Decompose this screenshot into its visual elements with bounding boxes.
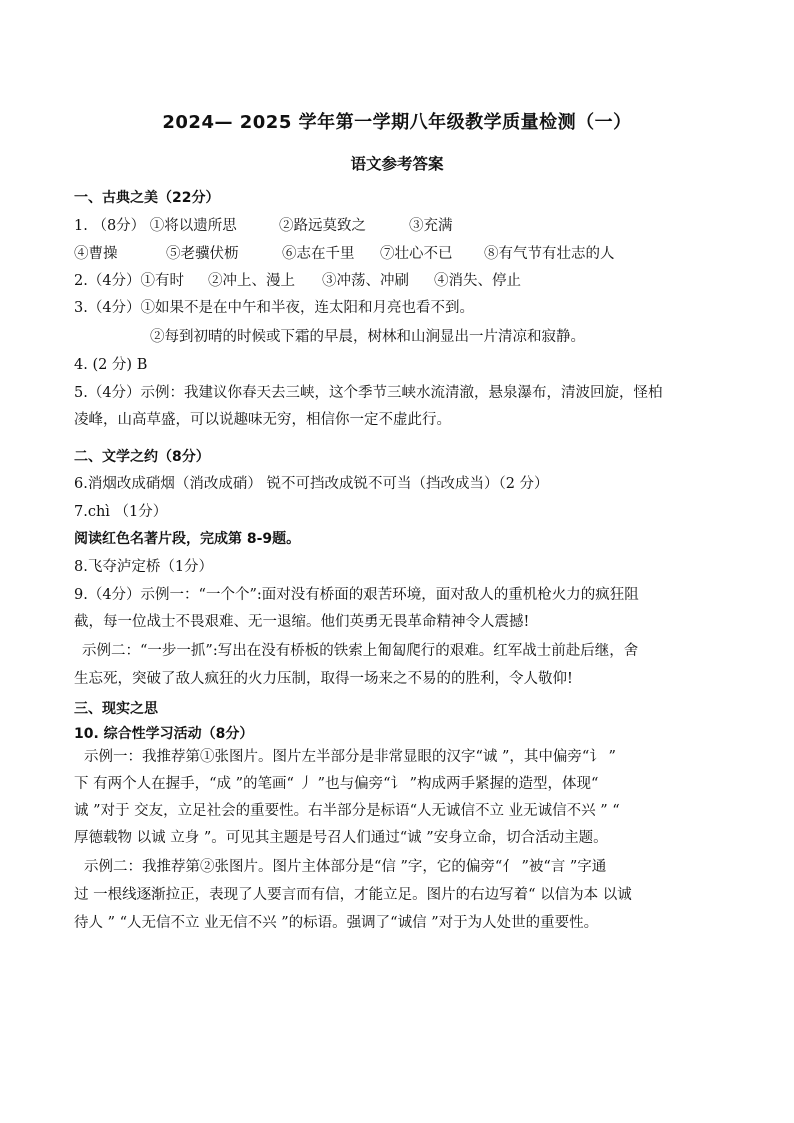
q1-answer-6: ⑥志在千里 [282, 246, 355, 262]
q1-answer-5: ⑤老骥伏枥 [166, 246, 239, 262]
q1-answer-3: ③充满 [409, 218, 453, 234]
q3-line2: ②每到初晴的时候或下霜的早晨，树林和山涧显出一片清凉和寂静。 [150, 329, 585, 345]
q1-answer-8: ⑧有气节有壮志的人 [484, 246, 615, 262]
q7-line: 7.chì （1分） [74, 504, 168, 520]
q6-line: 6.消烟改成硝烟（消改成硝） 锐不可挡改成锐不可当（挡改成当）（2 分） [74, 476, 549, 492]
q10-example1-line1: 示例一：我推荐第①张图片。图片左半部分是非常显眼的汉字“诚 ”，其中偏旁“讠 ” [84, 749, 616, 765]
q10-example1-line2: 下 有两个人在握手，“成 ”的笔画“ 丿 ”也与偏旁“讠 ”构成两手紧握的造型，体现“ [74, 776, 599, 792]
q10-example2-line1: 示例二：我推荐第②张图片。图片主体部分是“信 ”字，它的偏旁“亻 ”被“言 ”字通 [84, 859, 607, 875]
q1-answer-4: ④曹操 [74, 246, 118, 262]
q9-line4: 生忘死，突破了敌人疯狂的火力压制，取得一场来之不易的的胜利，令人敬仰! [74, 671, 573, 687]
q10-heading: 10. 综合性学习活动（8分） [74, 726, 254, 742]
q5-line2: 凌峰，山高草盛，可以说趣味无穷，相信你一定不虚此行。 [74, 412, 451, 428]
q4-line: 4. (2 分) B [74, 357, 148, 373]
document-subtitle: 语文参考答案 [350, 155, 444, 173]
q2-answer-3: ③冲荡、冲刷 [322, 273, 409, 289]
q1-line2 [74, 244, 615, 264]
section3-heading: 三、现实之思 [74, 701, 158, 717]
q10-example2-line2: 过 一根线逐渐拉正，表现了人要言而有信，才能立足。图片的右边写着“ 以信为本 以诚 [74, 887, 632, 903]
q10-example1-line3: 诚 ”对于 交友，立足社会的重要性。右半部分是标语“人无诚信不立 业无诚信不兴 ” “ [74, 803, 620, 819]
q2-answer-2: ②冲上、漫上 [208, 273, 295, 289]
q2-answer-4: ④消失、停止 [434, 273, 521, 289]
q2-answer-1: 2.（4分）①有时 [74, 273, 185, 289]
q1-line1 [74, 216, 453, 236]
section1-heading: 一、古典之美（22分） [74, 190, 220, 206]
section2-heading: 二、文学之约（8分） [74, 449, 210, 465]
reading-instruction: 阅读红色名著片段，完成第 8-9题。 [74, 531, 301, 547]
q9-line3: 示例二：“一步一抓”:写出在没有桥板的铁索上匍匐爬行的艰难。红军战士前赴后继，舍 [82, 643, 639, 659]
q9-line2: 截，每一位战士不畏艰难、无一退缩。他们英勇无畏革命精神令人震撼! [74, 614, 530, 630]
q1-answer-7: ⑦壮心不已 [380, 246, 453, 262]
q1-answer-1: 1. （8分） ①将以遗所思 [74, 218, 237, 234]
q5-line1: 5.（4分）示例：我建议你春天去三峡，这个季节三峡水流清澈，悬泉瀑布，清波回旋，怪柏 [74, 385, 663, 401]
document-title: 2024— 2025 学年第一学期八年级教学质量检测（一） [162, 112, 632, 133]
q10-example2-line3: 待人 ” “人无信不立 业无信不兴 ”的标语。强调了“诚信 ”对于为人处世的重要性。 [74, 915, 599, 931]
q10-example1-line4: 厚德载物 以诚 立身 ”。可见其主题是号召人们通过“诚 ”安身立命，切合活动主题。 [74, 830, 608, 846]
q8-line: 8.飞夺泸定桥（1分） [74, 559, 214, 575]
q2-line [74, 271, 521, 291]
q9-line1: 9.（4分）示例一：“一个个”:面对没有桥面的艰苦环境，面对敌人的重机枪火力的疯狂阻 [74, 587, 639, 603]
q1-answer-2: ②路远莫致之 [279, 218, 366, 234]
q3-line1: 3.（4分）①如果不是在中午和半夜，连太阳和月亮也看不到。 [74, 300, 475, 316]
